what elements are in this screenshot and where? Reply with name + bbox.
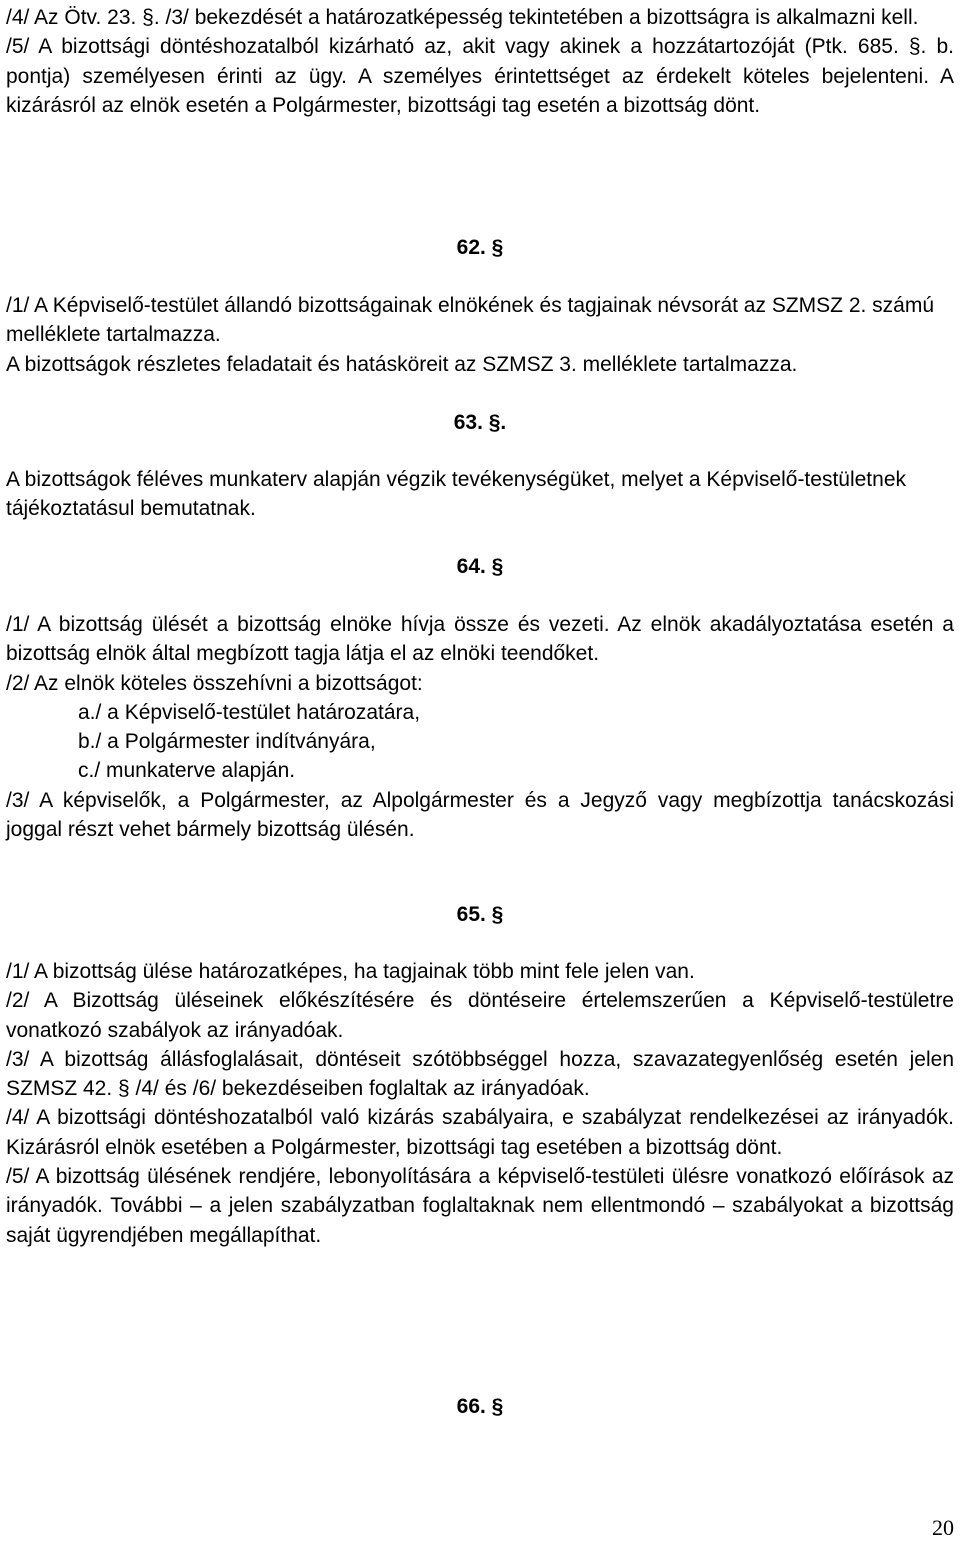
text-line: A bizottságok féléves munkaterv alapján végzik tevékenységüket, melyet a Képviselő-testületnek tájékoztatásul bemutatnak. bbox=[6, 468, 906, 521]
text-line: /5/ A bizottság ülésének rendjére, lebonyolítására a képviselő-testületi ülésre vonatkozó előírások az irányadók. További – a jelen szabályzatban foglaltaknak nem ellentmondó – szabályokat a bizottság saját ügyrendjében megállapíthat. bbox=[6, 1165, 954, 1247]
text-line: /1/ A bizottság ülése határozatképes, ha tagjainak több mint fele jelen van. bbox=[6, 960, 695, 983]
paragraph-62 bbox=[6, 291, 954, 379]
list-item: b./ a Polgármester indítványára, bbox=[78, 730, 376, 754]
list-item: c./ munkaterve alapján. bbox=[78, 759, 296, 783]
text-line: /4/ A bizottsági döntéshozatalból való kizárás szabályaira, e szabályzat rendelkezései az irányadók. Kizárásról elnök esetében a Polgármester, bizottsági tag esetében a bizottság dönt. bbox=[6, 1106, 954, 1159]
paragraph-61-continued bbox=[6, 3, 954, 120]
text-line: /1/ A Képviselő-testület állandó bizottságainak elnökének és tagjainak névsorát az SZMSZ 2. számú melléklete tartalmazza. bbox=[6, 294, 935, 347]
text-line: /3/ A képviselők, a Polgármester, az Alpolgármester és a Jegyző vagy megbízottja tanácskozási joggal részt vehet bármely bizottság ülésén. bbox=[6, 788, 954, 842]
list-items bbox=[6, 698, 954, 786]
paragraph-63 bbox=[6, 465, 954, 524]
text-line: /3/ A bizottság állásfoglalásait, döntéseit szótöbbséggel hozza, szavazategyenlőség esetén jelen SZMSZ 42. § /4/ és /6/ bekezdéseiben foglaltak az irányadóak. bbox=[6, 1047, 954, 1101]
paragraph-64 bbox=[6, 610, 954, 844]
page-number: 20 bbox=[932, 1515, 954, 1540]
section-heading-65: 65. § bbox=[456, 903, 504, 926]
section-heading-62: 62. § bbox=[456, 236, 504, 259]
text-line: /2/ A Bizottság üléseinek előkészítésére és döntéseire értelemszerűen a Képviselő-testületre vonatkozó szabályok az irányadóak. bbox=[6, 989, 954, 1042]
paragraph-65 bbox=[6, 957, 954, 1250]
section-heading-66: 66. § bbox=[456, 1395, 504, 1418]
section-heading-63: 63. §. bbox=[453, 411, 507, 434]
text-line: /4/ Az Ötv. 23. §. /3/ bekezdését a határozatképesség tekintetében a bizottságra is alkalmazni kell. bbox=[6, 6, 919, 29]
text-line: /1/ A bizottság ülését a bizottság elnöke hívja össze és vezeti. Az elnök akadályoztatása esetén a bizottság elnök által megbízott tagja látja el az elnöki teendőket. bbox=[6, 613, 954, 666]
text-line: A bizottságok részletes feladatait és hatásköreit az SZMSZ 3. melléklete tartalmazza. bbox=[6, 352, 798, 376]
text-line: /2/ Az elnök köteles összehívni a bizottságot: bbox=[6, 671, 423, 695]
list-item: a./ a Képviselő-testület határozatára, bbox=[78, 700, 421, 724]
section-heading-64: 64. § bbox=[456, 555, 504, 578]
text-line: /5/ A bizottsági döntéshozatalból kizárható az, akit vagy akinek a hozzátartozóját (Ptk. 685. §. b. pontja) személyesen érinti az ügy. A személyes érintettséget az érdekelt köteles bejelenteni. A kizárásról az elnök esetén a Polgármester, bizottsági tag esetén a bizottság dönt. bbox=[6, 35, 954, 117]
